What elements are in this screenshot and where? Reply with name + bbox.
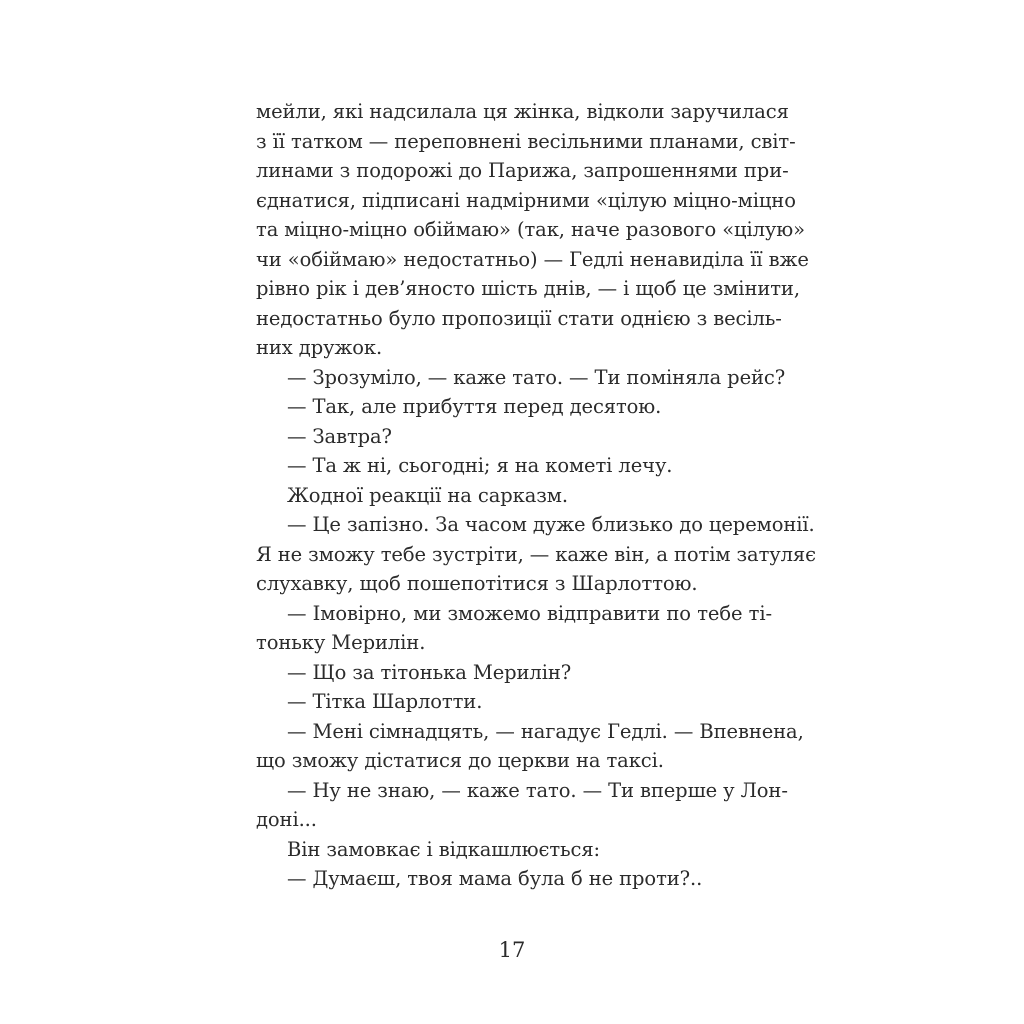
page-number: 17 bbox=[498, 938, 526, 962]
text-line: рівно рік і дев’яносто шість днів, — і щоб це змінити, bbox=[256, 277, 800, 300]
text-line: недостатньо було пропозиції стати однією з весіль- bbox=[256, 306, 782, 330]
narration-line: Жодної реакції на сарказм. bbox=[287, 483, 568, 507]
text-line: з її татком — переповнені весільними планами, світ- bbox=[256, 129, 796, 153]
text-line: та міцно-міцно обіймаю» (так, наче разового «цілую» bbox=[256, 218, 805, 241]
dialogue-line: — Мені сімнадцять, — нагадує Гедлі. — Впевнена, bbox=[287, 719, 804, 743]
text-line: слухавку, щоб пошепотітися з Шарлоттою. bbox=[256, 572, 698, 595]
dialogue-line: — Думаєш, твоя мама була б не проти?.. bbox=[287, 867, 703, 890]
dialogue-line: — Та ж ні, сьогодні; я на кометі лечу. bbox=[287, 454, 673, 477]
dialogue-line: — Так, але прибуття перед десятою. bbox=[287, 395, 662, 418]
narration-line: Він замовкає і відкашлюється: bbox=[287, 837, 601, 861]
dialogue-line: — Зрозуміло, — каже тато. — Ти поміняла рейс? bbox=[287, 365, 786, 389]
text-line: тоньку Мерилін. bbox=[256, 631, 426, 654]
dialogue-line: — Ну не знаю, — каже тато. — Ти вперше у Лон- bbox=[287, 778, 788, 802]
dialogue-line: — Завтра? bbox=[287, 424, 392, 448]
text-line: доні... bbox=[256, 808, 317, 831]
text-line: єднатися, підписані надмірними «цілую міцно-міцно bbox=[256, 188, 796, 212]
text-line: що зможу дістатися до церкви на таксі. bbox=[256, 749, 664, 772]
dialogue-line: — Що за тітонька Мерилін? bbox=[287, 660, 572, 684]
dialogue-line: — Це запізно. За часом дуже близько до церемонії. bbox=[287, 513, 815, 536]
text-line: линами з подорожі до Парижа, запрошеннями при- bbox=[256, 159, 789, 182]
body-text bbox=[256, 97, 816, 894]
dialogue-line: — Імовірно, ми зможемо відправити по тебе ті- bbox=[287, 601, 772, 625]
text-line: них дружок. bbox=[256, 336, 383, 359]
text-line: чи «обіймаю» недостатньо) — Гедлі ненавиділа її вже bbox=[256, 247, 809, 271]
text-line: Я не зможу тебе зустріти, — каже він, а потім затуляє bbox=[256, 542, 816, 566]
text-line: мейли, які надсилала ця жінка, відколи заручилася bbox=[256, 100, 789, 123]
dialogue-line: — Тітка Шарлотти. bbox=[287, 690, 483, 713]
